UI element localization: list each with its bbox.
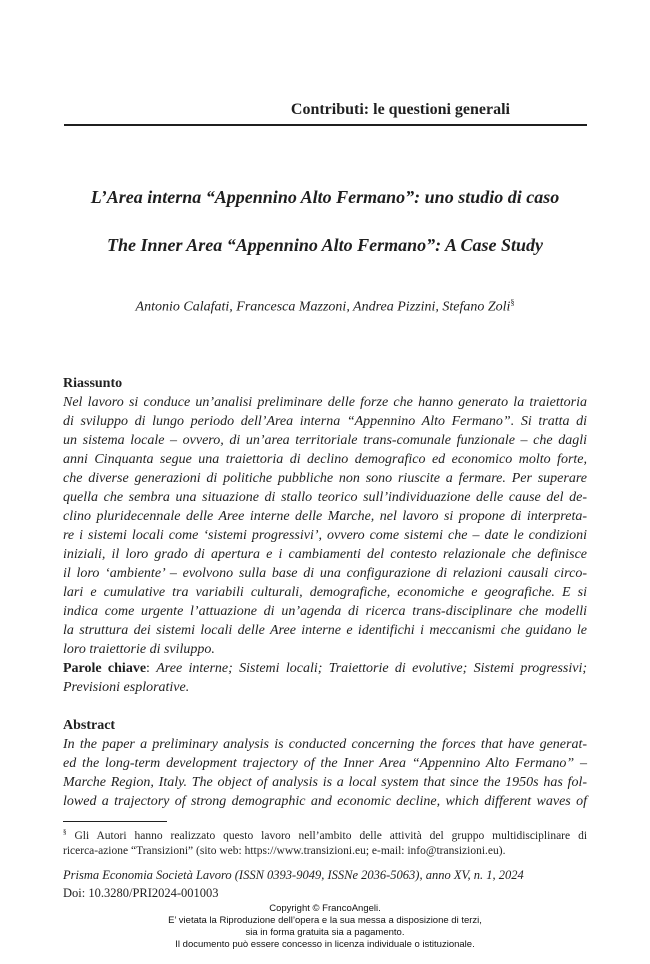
riassunto-line: quella che sembra una situazione di stallo teorico sull’individuazione delle cause del de- xyxy=(63,490,587,505)
riassunto-line: un sistema locale – ovvero, di un’area territoriale trans-comunale funzionale – che dagli xyxy=(63,433,587,448)
abstract-line: ed the long-term development trajectory of the Inner Area “Appennino Alto Fermano” – xyxy=(63,756,587,771)
abstract-line: lowed a trajectory of strong demographic and economic decline, which different waves of xyxy=(63,794,587,809)
riassunto-line: iniziali, il loro grado di apertura e i cambiamenti del contesto relazionale che definisce xyxy=(63,547,587,562)
riassunto-line: Nel lavoro si conduce un’analisi preliminare delle forze che hanno generato la traiettoria xyxy=(63,395,587,410)
riassunto-line: lari e cumulative tra variabili culturali, demografiche, economiche e geografiche. E si xyxy=(63,585,587,600)
section-title: Contributi: le questioni generali xyxy=(290,101,510,118)
copyright-line: sia in forma gratuita sia a pagamento. xyxy=(245,927,405,938)
riassunto-line: loro traiettorie di sviluppo. xyxy=(63,642,215,657)
footnote-line-1 xyxy=(63,823,587,842)
riassunto-section xyxy=(63,374,587,659)
riassunto-heading: Riassunto xyxy=(63,376,123,391)
title-english: The Inner Area “Appennino Alto Fermano”: A Case Study xyxy=(106,235,544,255)
keywords-values: Aree interne; Sistemi locali; Traiettorie di evolutive; Sistemi progressivi; xyxy=(156,661,587,676)
author-names: Antonio Calafati, Francesca Mazzoni, Andrea Pizzini, Stefano Zoli xyxy=(135,299,511,315)
copyright-line: Il documento può essere concesso in licenza individuale o istituzionale. xyxy=(175,939,475,950)
riassunto-line: indica come urgente l’attuazione di un’agenda di ricerca trans-disciplinare che modelli xyxy=(63,604,587,619)
keywords-label: Parole chiave xyxy=(63,661,147,676)
abstract-line: Marche Region, Italy. The object of analysis is a local system that since the 1950s has fol- xyxy=(63,775,587,790)
footnote xyxy=(63,823,587,861)
footnote-rule xyxy=(63,821,167,822)
abstract-section xyxy=(63,716,587,811)
header-rule xyxy=(64,124,587,126)
keywords-colon: : xyxy=(146,661,157,676)
footnote-marker: § xyxy=(63,828,67,836)
riassunto-line: re i sistemi locali come ‘sistemi progressivi’, ovvero come sistemi che – date le condizioni xyxy=(63,528,587,543)
copyright-line: Copyright © FrancoAngeli. xyxy=(269,903,381,914)
riassunto-line: di sviluppo di lungo periodo dell’Area interna “Appennino Alto Fermano”. Si tratta di xyxy=(63,414,587,429)
title-italian: L’Area interna “Appennino Alto Fermano”: uno studio di caso xyxy=(90,187,560,207)
footnote-text: Gli Autori hanno realizzato questo lavoro nell’ambito delle attività del gruppo multidisciplinare di xyxy=(74,829,588,842)
footnote-line-2: ricerca-azione “Transizioni” (sito web: https://www.transizioni.eu; e-mail: info@transizioni.eu). xyxy=(63,845,506,857)
riassunto-line: anni Cinquanta segue una traiettoria di declino demografico ed economico molto forte, xyxy=(63,452,587,467)
authors xyxy=(0,298,650,316)
doi-link[interactable]: Doi: 10.3280/PRI2024-001003 xyxy=(63,886,219,900)
author-footnote-marker: § xyxy=(510,298,515,307)
riassunto-line: la struttura dei sistemi locali delle Aree interne e identifichi i meccanismi che guidano le xyxy=(63,623,587,638)
keywords-line xyxy=(63,659,587,678)
copyright-line: E’ vietata la Riproduzione dell’opera e la sua messa a disposizione di terzi, xyxy=(168,915,482,926)
abstract-heading: Abstract xyxy=(63,718,116,733)
journal-citation: Prisma Economia Società Lavoro (ISSN 0393-9049, ISSNe 2036-5063), anno XV, n. 1, 2024 xyxy=(63,868,524,882)
keywords-line-2: Previsioni esplorative. xyxy=(63,680,190,695)
riassunto-line: il loro ‘ambiente’ – evolvono sulla base di una configurazione di relazioni causali circo- xyxy=(63,566,587,581)
keywords-section xyxy=(63,659,587,697)
copyright-notice xyxy=(0,903,650,951)
abstract-line: In the paper a preliminary analysis is conducted concerning the forces that have generat- xyxy=(63,737,587,752)
riassunto-line: clino pluridecennale delle Aree interne delle Marche, nel lavoro si propone di interpreta- xyxy=(63,509,587,524)
riassunto-line: che diverse generazioni di politiche pubbliche non sono riuscite a fermare. Per superare xyxy=(63,471,587,486)
